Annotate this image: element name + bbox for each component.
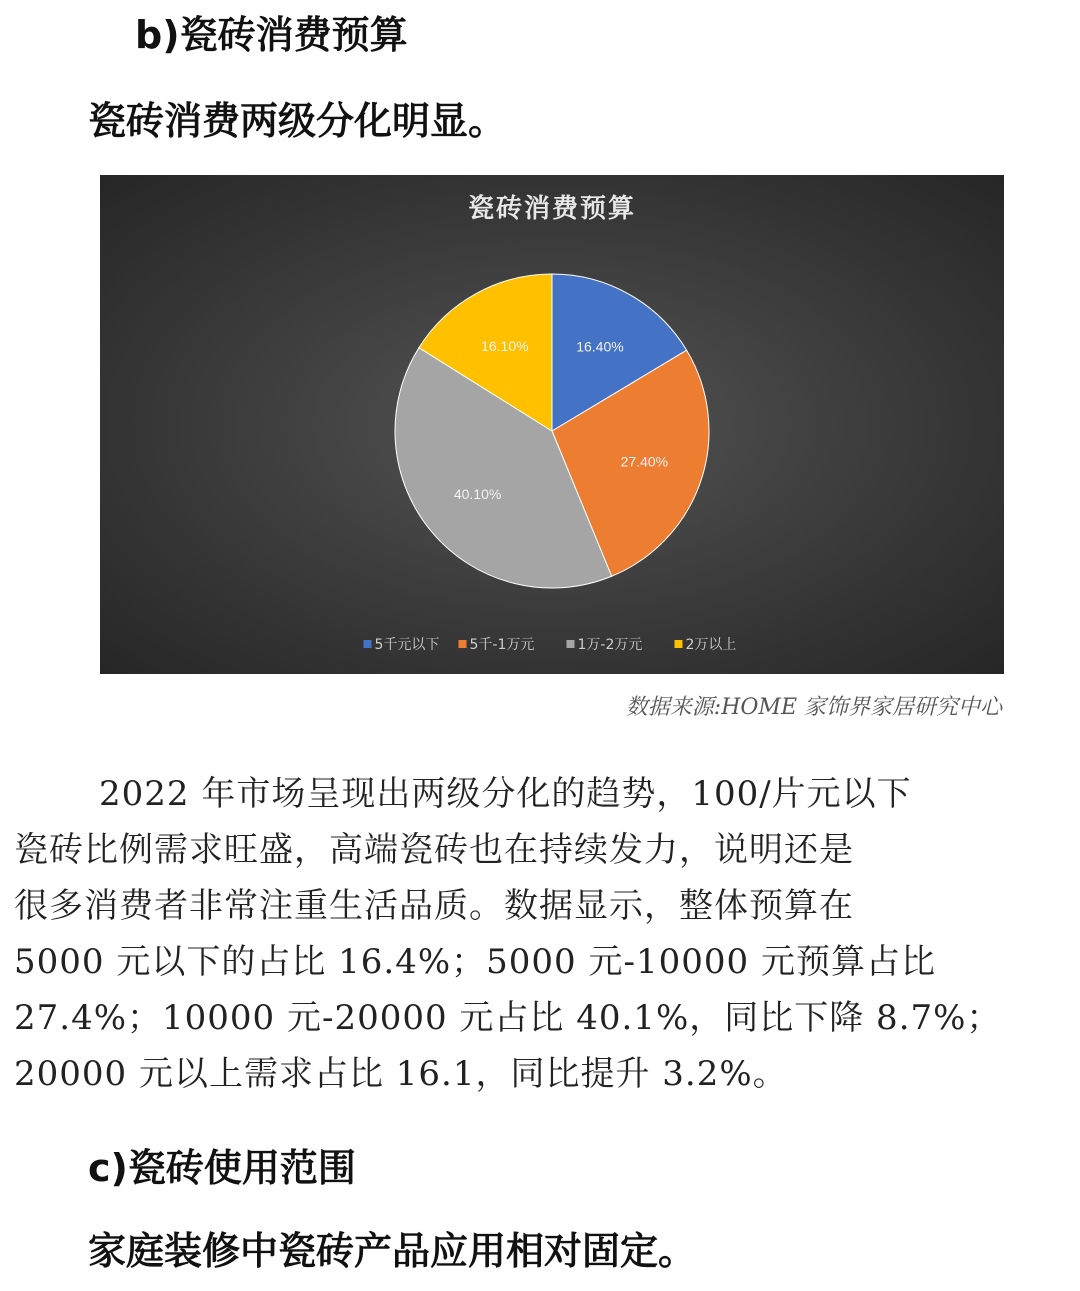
section-b-title: b)瓷砖消费预算 xyxy=(135,13,408,57)
legend-swatch xyxy=(459,640,467,648)
body-line: 27.4%；10000 元-20000 元占比 40.1%，同比下降 8.7%； xyxy=(14,998,1002,1038)
legend-swatch xyxy=(364,640,372,648)
body-line: 很多消费者非常注重生活品质。数据显示，整体预算在 xyxy=(14,886,854,926)
section-c-title: c)瓷砖使用范围 xyxy=(88,1146,356,1190)
source-note: 数据来源:HOME 家饰界家居研究中心 xyxy=(625,695,1002,720)
body-paragraph xyxy=(14,766,1066,1102)
section-b-subtitle: 瓷砖消费两级分化明显。 xyxy=(88,99,507,143)
pie-chart xyxy=(100,175,1004,674)
legend-swatch xyxy=(567,640,575,648)
chart-title: 瓷砖消费预算 xyxy=(467,194,637,224)
legend-label: 1万-2万元 xyxy=(577,637,643,653)
legend-label: 5千-1万元 xyxy=(469,637,535,653)
section-c-subtitle: 家庭装修中瓷砖产品应用相对固定。 xyxy=(88,1229,697,1273)
body-line: 瓷砖比例需求旺盛，高端瓷砖也在持续发力，说明还是 xyxy=(14,830,854,870)
slice-data-label: 27.40% xyxy=(620,453,669,470)
body-line: 20000 元以上需求占比 16.1，同比提升 3.2%。 xyxy=(14,1054,788,1094)
pie-chart-panel xyxy=(100,175,1004,674)
legend-swatch xyxy=(675,640,683,648)
body-line: 5000 元以下的占比 16.4%；5000 元-10000 元预算占比 xyxy=(14,942,936,982)
slice-data-label: 40.10% xyxy=(453,485,502,502)
body-line: 2022 年市场呈现出两级分化的趋势，100/片元以下 xyxy=(99,774,912,814)
slice-data-label: 16.40% xyxy=(576,338,624,355)
legend-label: 5千元以下 xyxy=(374,637,440,653)
legend-label: 2万以上 xyxy=(685,637,737,653)
slice-data-label: 16.10% xyxy=(481,337,529,354)
